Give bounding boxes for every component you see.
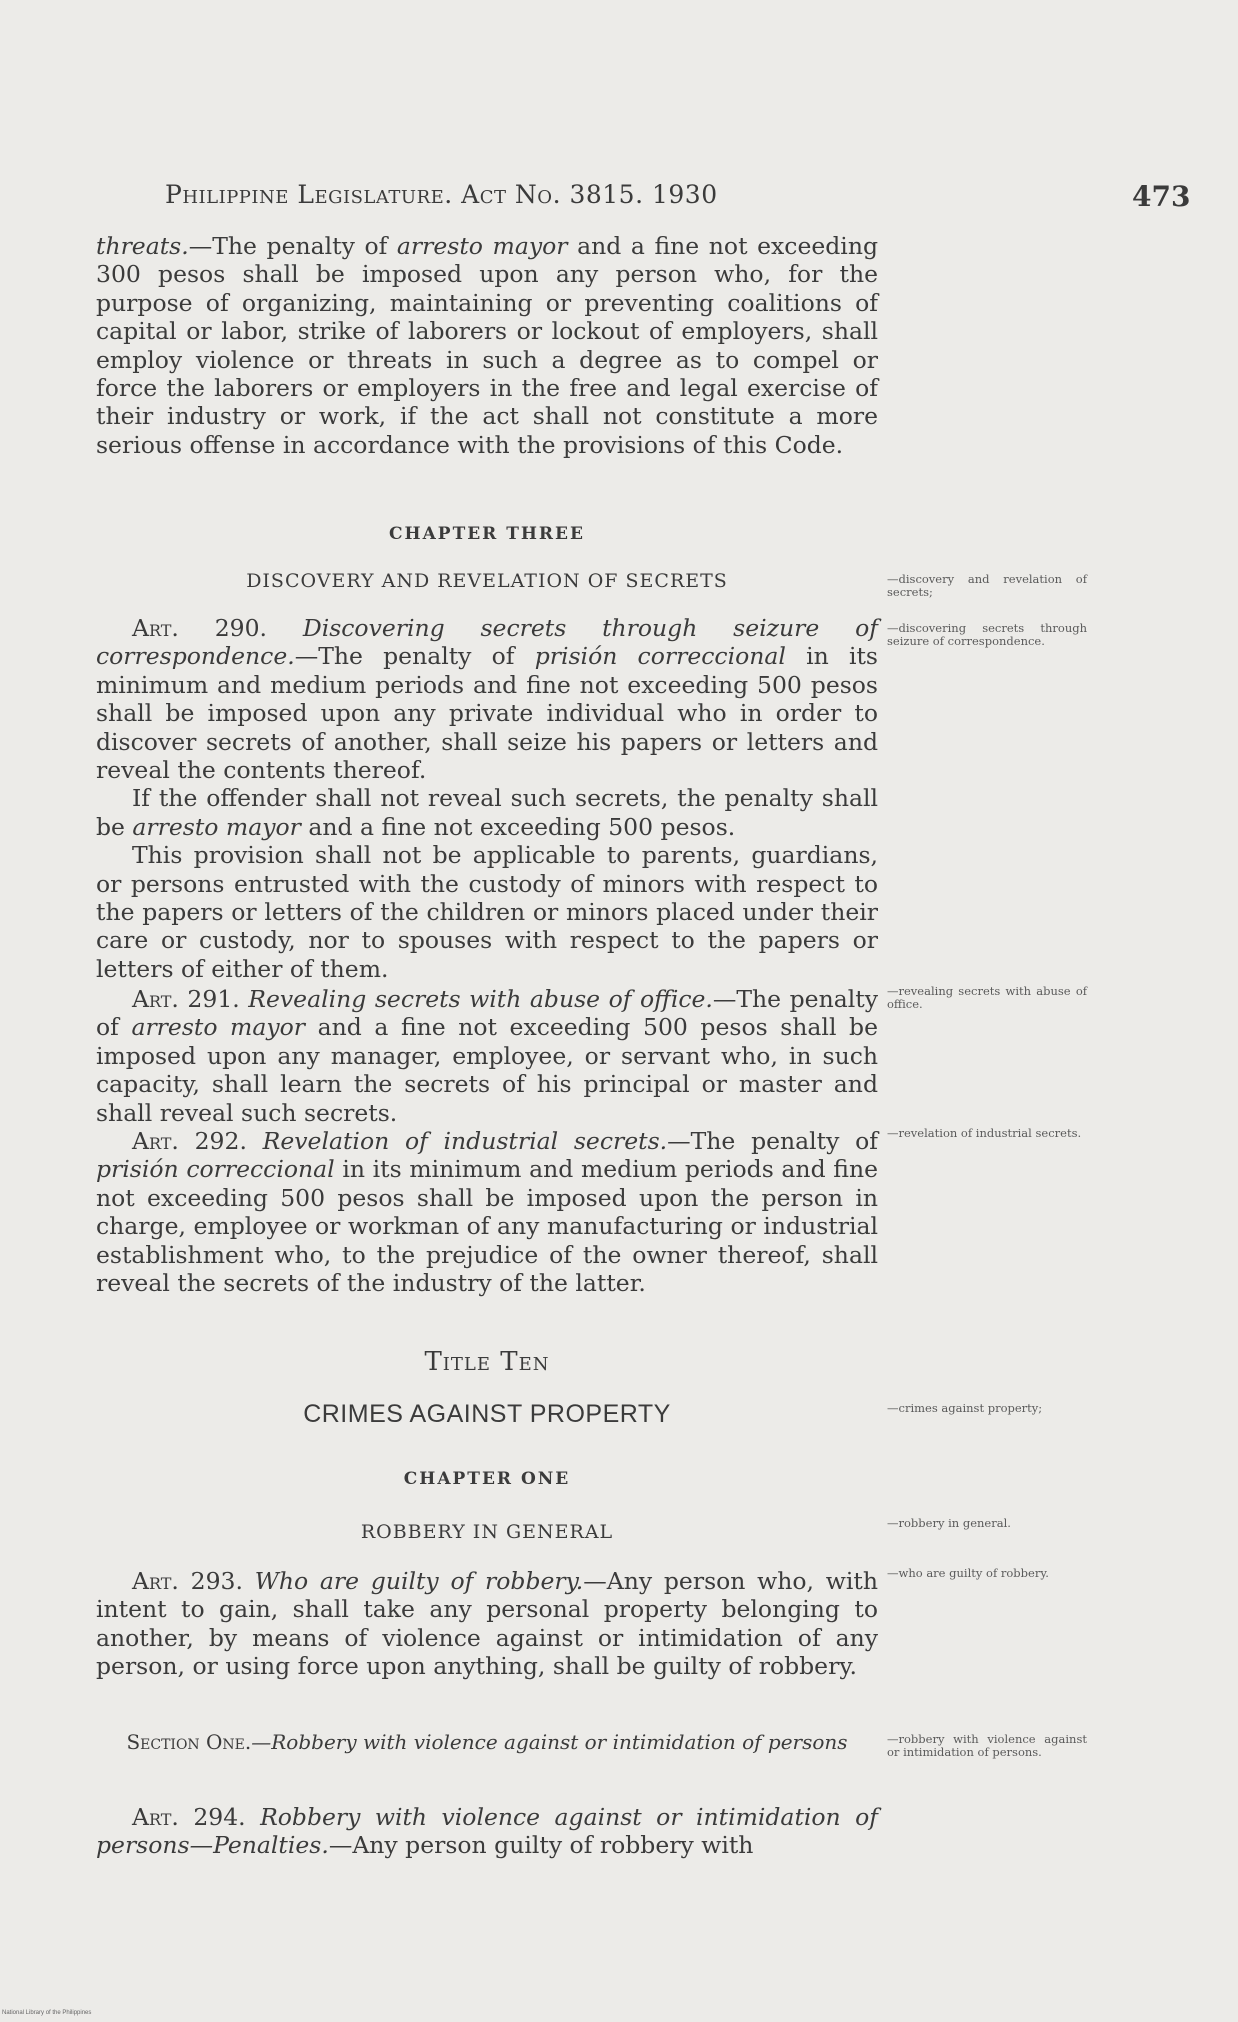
section-label: Section One. bbox=[126, 1730, 252, 1754]
running-head: Philippine Legislature. Act No. 3815. 1930 bbox=[165, 180, 718, 209]
title-ten-heading: Title Ten bbox=[424, 1347, 550, 1377]
article-title: Who are guilty of robbery. bbox=[242, 1567, 584, 1595]
italic-term: arresto mayor bbox=[396, 232, 568, 260]
paragraph-threats bbox=[96, 232, 878, 459]
chapter-three-heading: CHAPTER THREE bbox=[389, 524, 585, 544]
robbery-heading: ROBBERY IN GENERAL bbox=[360, 1521, 614, 1543]
article-title: Robbery with violence against or intimidation of persons—Penalties. bbox=[96, 1803, 878, 1860]
chapter-one-heading: CHAPTER ONE bbox=[403, 1469, 571, 1489]
article-290 bbox=[96, 614, 878, 983]
text-run: —The penalty of bbox=[667, 1127, 878, 1155]
italic-term: arresto mayor bbox=[132, 812, 301, 841]
text-run: and a fine not exceeding 500 pesos shall be imposed upon any manager, employee, or servant who, in such capacity, shall learn the secrets of his principal or master and shall reveal such secrets. bbox=[96, 1013, 878, 1127]
article-label: Art. 291. bbox=[132, 985, 240, 1013]
margin-note: —discovering secrets through seizure of correspondence. bbox=[887, 621, 1087, 648]
italic-term: prisión correccional bbox=[96, 1155, 335, 1184]
text-run: and a fine not exceeding 300 pesos shall be imposed upon any person who, for the purpose of organizing, maintaining or preventing coalitions of capital or labor, strike of laborers or lockout of employers, shall employ violence or threats in such a degree as to compel or force the laborers or employers in the free and legal exercise of their industry or work, if the act shall not constitute a more serious offense in accordance with the provisions of this Code. bbox=[96, 232, 878, 459]
margin-note: —crimes against property; bbox=[887, 1401, 1043, 1415]
article-292 bbox=[96, 1127, 878, 1297]
discovery-heading: DISCOVERY AND REVELATION OF SECRETS bbox=[246, 570, 728, 592]
paragraph-exception: This provision shall not be applicable to parents, guardians, or persons entrusted with the custody of minors with respect to the papers or letters of the children or minors placed under their care or custody, nor to spouses with respect to the papers or letters of either of them. bbox=[96, 841, 878, 983]
text-run: —The penalty of bbox=[294, 642, 535, 671]
article-291 bbox=[96, 985, 878, 1127]
margin-note: —robbery in general. bbox=[887, 1516, 1011, 1530]
article-label: Art. 294. bbox=[132, 1803, 246, 1831]
margin-note: —revelation of industrial secrets. bbox=[887, 1126, 1082, 1140]
article-label: Art. 292. bbox=[132, 1127, 247, 1155]
margin-note: —who are guilty of robbery. bbox=[887, 1566, 1049, 1580]
italic-term: prisión correccional bbox=[534, 642, 786, 671]
article-title: Revelation of industrial secrets. bbox=[246, 1127, 668, 1155]
text-run: in its minimum and medium periods and fine not exceeding 500 pesos shall be imposed upon any private individual who in order to discover secrets of another, shall seize his papers or letters and reveal the contents thereof. bbox=[96, 642, 878, 785]
section-one-heading bbox=[96, 1730, 878, 1755]
text-run: If the offender shall not reveal such secrets, the penalty shall be bbox=[96, 784, 878, 841]
text-run: —The penalty of bbox=[96, 985, 878, 1042]
section-title: —Robbery with violence against or intimidation of persons bbox=[251, 1730, 848, 1754]
margin-note: —robbery with violence against or intimidation of persons. bbox=[887, 1732, 1087, 1759]
article-293 bbox=[96, 1567, 878, 1681]
article-294 bbox=[96, 1803, 878, 1860]
text-run: and a fine not exceeding 500 pesos. bbox=[300, 812, 736, 841]
article-title: Discovering secrets through seizure of correspondence. bbox=[96, 614, 878, 671]
text-run: —The penalty of bbox=[188, 232, 397, 260]
article-label: Art. 290. bbox=[132, 614, 268, 642]
page-number: 473 bbox=[1132, 180, 1191, 213]
margin-note: —discovery and revelation of secrets; bbox=[887, 572, 1087, 599]
text-run: —Any person guilty of robbery with bbox=[328, 1831, 754, 1860]
crimes-against-property-heading: CRIMES AGAINST PROPERTY bbox=[303, 1400, 671, 1428]
article-label: Art. 293. bbox=[132, 1567, 243, 1595]
library-footer: National Library of the Philippines bbox=[2, 2010, 92, 2016]
italic-lead: threats. bbox=[96, 232, 189, 260]
article-title: Revealing secrets with abuse of office. bbox=[239, 985, 713, 1013]
italic-term: arresto mayor bbox=[131, 1013, 306, 1042]
text-run: in its minimum and medium periods and fine not exceeding 500 pesos shall be imposed upon the person in charge, employee or workman of any manufacturing or industrial establishment who, to the prejudice of the owner thereof, shall reveal the secrets of the industry of the latter. bbox=[96, 1155, 878, 1298]
text-run: —Any person who, with intent to gain, shall take any personal property belonging to another, by means of violence against or intimidation of any person, or using force upon anything, shall be guilty of robbery. bbox=[96, 1567, 878, 1681]
margin-note: —revealing secrets with abuse of office. bbox=[887, 984, 1087, 1011]
